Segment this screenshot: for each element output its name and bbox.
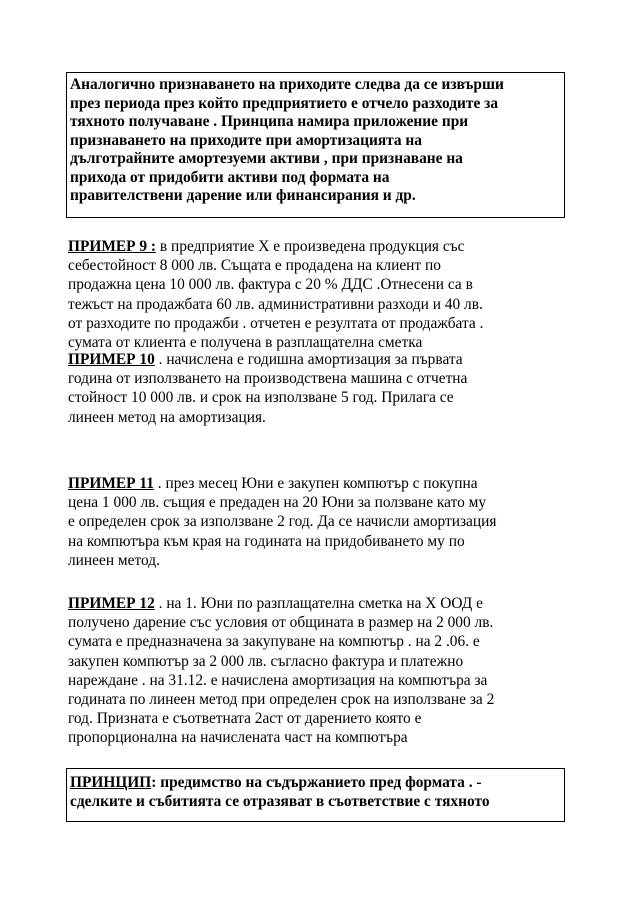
example-9 [68,237,568,352]
principle-box [66,768,565,822]
example-line: цена 1 000 лв. същия е предаден на 20 Юни за ползване като му [68,494,487,512]
principle-label: ПРИНЦИП [70,774,152,791]
intro-line: правителствени дарение или финансирания и др. [70,187,416,204]
intro-line: дълготрайните амортезуеми активи , при признаване на [70,150,463,167]
example-line: е определен срок за използване 2 год. Да се начисли амортизация [68,513,497,531]
example-label: ПРИМЕР 9 : [68,238,157,255]
intro-line: признаването на приходите при амортизацията на [70,131,422,149]
example-line: нареждане . на 31.12. е начислена амортизация на компютъра за [68,671,488,689]
example-label: ПРИМЕР 12 [68,595,155,612]
example-line: получено дарение със условия от общината в размер на 2 000 лв. [68,614,494,632]
principle-first-line [70,774,562,793]
intro-line: тяхното получаване . Принципа намира приложение при [70,113,469,130]
example-first-line [68,350,568,369]
example-label: ПРИМЕР 11 [68,475,154,492]
example-line: от разходите по продажби . отчетен е резултата от продажбата . [68,314,484,332]
example-line: линеен метод. [68,551,160,569]
example-line: година от използването на производствена машина с отчетна [68,370,468,388]
example-label: ПРИМЕР 10 [68,351,155,368]
principle-line: сделките и събитията се отразяват в съответствие с тяхното [70,792,490,810]
example-11 [68,474,568,570]
example-12 [68,594,568,748]
example-text: в предприятие Х е произведена продукция със [156,238,465,255]
intro-box [66,72,565,218]
example-10 [68,350,568,427]
example-line: сумата от клиента е получена в разплащателна сметка [68,334,423,352]
example-line: закупен компютър за 2 000 лв. съгласно фактура и платежно [68,652,464,670]
example-text: . през месец Юни е закупен компютър с покупна [153,475,478,492]
example-text: . начислена е годишна амортизация за първата [154,351,463,368]
example-line: пропорционална на начислената част на компютъра [68,729,408,747]
intro-line: прихода от придобити активи под формата на [70,168,390,186]
example-line: год. Призната е съответната 2аст от дарението която е [68,710,422,728]
example-line: на компютъра към края на годината на придобиването му по [68,532,465,550]
example-line: линеен метод на амортизация. [68,408,266,426]
example-first-line [68,474,568,493]
intro-line: през периода през който предприятието е отчело разходите за [70,94,499,112]
intro-line: Аналогично признаването на приходите следва да се извърши [70,76,504,93]
example-line: себестойност 8 000 лв. Същата е продадена на клиент по [68,257,441,275]
example-line: сумата е предназначена за закупуване на компютър . на 2 .06. е [68,633,480,651]
example-line: тежъст на продажбата 60 лв. административни разходи и 40 лв. [68,295,483,313]
principle-text: : предимство на съдържанието пред формата . - [151,774,482,791]
example-line: продажна цена 10 000 лв. фактура с 20 % ДДС .Отнесени са в [68,276,473,294]
example-line: годината по линеен метод при определен срок на използване за 2 [68,691,495,709]
example-first-line [68,237,568,256]
example-first-line [68,594,568,613]
example-line: стойност 10 000 лв. и срок на използване 5 год. Прилага се [68,389,454,407]
example-text: . на 1. Юни по разплащателна сметка на Х ООД е [154,595,483,612]
